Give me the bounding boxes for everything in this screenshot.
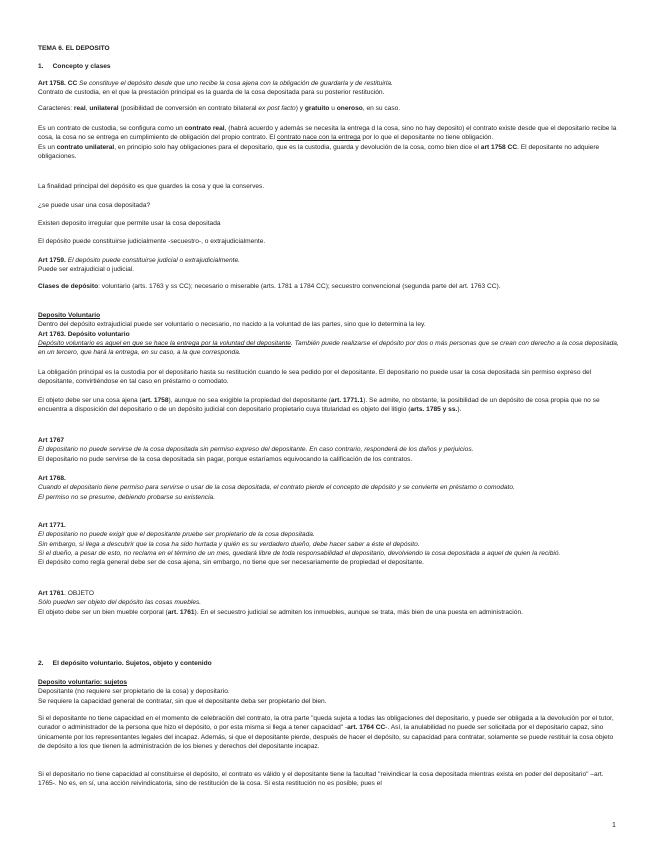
term-unilateral: unilateral [89,105,119,112]
section-2-number: 2. [38,660,44,667]
paragraph-obligacion: La obligación principal es la custodia por el depositario hasta su restitución cuando le sea pedido por el depositante. El depositario no puede usar la cosa depositada sin permiso expreso del depositante, convirtiéndose en tal caso en préstamo o comodato. [38,369,592,386]
paragraph-pregunta: ¿se puede usar una cosa depositada? [38,202,151,209]
paragraph-art-1771: Art 1771. El depositario no puede exigir que el depositante pruebe ser propietario de la cosa depositada. Sin embargo, si llega a descubrir que la cosa ha sido hurtada y quién es su verdadero dueño, debe hacer saber a éste el depósito. Si el dueño, a pesar de esto, no reclama en el término de un mes, quedará libre de toda responsabilidad el depositario, devolviendo la cosa depositada a aquel de quien la recibió. El depósito como regla general debe ser de cosa ajena, sin embargo, no tiene que ser necesariamente de propiedad el depositante. [38,522,561,567]
subheading: Deposito Voluntario [38,312,101,319]
article-text: Se constituye el depósito desde que uno recibe la cosa ajena con la obligación de guardarla y de restituirla. [77,80,393,87]
paragraph-finalidad: La finalidad principal del depósito es que guardes la cosa y que la conserves. [38,183,265,190]
paragraph-art-1768: Art 1768. Cuando el depositario tiene permiso para servirse o usar de la cosa depositada, el contrato pierde el concepto de depósito y se convierte en préstamo o comodato. El permiso no se presume, debiendo probarse su existencia. [38,475,515,501]
paragraph-clases: Clases de depósito: voluntario (arts. 1763 y ss CC); necesario o miserable (arts. 1781 a 1784 CC); secuestro convencional (segunda parte del art. 1763 CC). [38,283,501,290]
paragraph-deposito-voluntario: Deposito Voluntario Dentro del depósito extrajudicial puede ser voluntario o necesario, no nacido a la voluntad de las partes, sino que lo determina la ley. Art 1763. Depósito voluntario Depósito voluntario es aquel en que se hace la entrega por la voluntad del depositante. También puede realizarse el depósito por dos o más personas que se crean con derecho a la cosa depositada, en un tercero, que hará la entrega, en su caso, a la que corresponda. [38,312,619,357]
document-title: TEMA 6. EL DEPOSITO [38,45,110,52]
section-1-number: 1. [38,63,44,70]
section-2-heading [38,659,620,668]
paragraph-art-1758 [38,79,620,98]
paragraph-capacidad-depositario: Si el depositario no tiene capacidad al constituirse el depósito, el contrato es válido y el depositante tiene la facultad "reivindicar la cosa depositada mientras exista en poder del depositario" –art. 1765-. No es, en sí, una acción reivindicatoria, sino de restitución de la cosa. Si esta restitución no es posible, pues el [38,771,604,788]
page-number: 1 [612,822,616,829]
term-gratuito: gratuito [304,105,330,112]
paragraph-capacidad-depositante: Si el depositante no tiene capacidad en el momento de celebración del contrato, la otra parte "queda sujeta a todas las obligaciones del depositario, y puede ser obligada a la devolución por el tutor, curador o administrador de la persona que hizo el depósito, o por esta misma si llega a tener capacidad" -art. 1764 CC-. Así, la anulabilidad no puede ser solicitada por el depositario capaz, sino únicamente por los representantes legales del incapaz. Además, si que el depositante pierde, después de hacer el depósito, su capacidad para contratar, solamente se puede restituir la cosa objeto de depósito a los que tienen la administración de los bienes y derechos del depositante incapaz. [38,715,614,750]
term-real: real [73,105,86,112]
paragraph-art-1761: Art 1761. OBJETO Sólo pueden ser objeto del depósito las cosas muebles. El objeto debe ser un bien mueble corporal (art. 1761). En el secuestro judicial se admiten los inmuebles, aunque se trata, más bien de una puesta en administración. [38,590,523,616]
paragraph-contrato-real: Es un contrato de custodia, se configura como un contrato real, (habrá acuerdo y además se necesita la entrega d la cosa, sino no hay deposito) el contrato existe desde que el depositario recibe la cosa, la cosa no se entrega en cumplimiento de obligación del propio contrato. El contrato nace con la entrega por lo que el depositante no tiene obligación. Es un contrato unilateral, en principio solo hay obligaciones para el depositario, que es la custodia, guarda y devolución de la cosa, como bien dice el art 1758 CC. El depositante no adquiere obligaciones. [38,125,617,160]
section-1-heading [38,62,620,71]
paragraph-text: Contrato de custodia, en el que la prestación principal es la guarda de la cosa depositada para su posterior restitución. [38,89,385,97]
section-2-title: El depósito voluntario. Sujetos, objeto y contenido [52,660,212,667]
subheading: Deposito voluntario: sujetos [38,679,128,686]
paragraph-caracteres: Caracteres: real, unilateral (posibilidad de conversión en contrato bilateral ex post facto) y gratuito u oneroso, en su caso. [38,105,401,112]
paragraph-art-1759: Art 1759. El depósito puede constituirse judicial o extrajudicialmente. Puede ser extrajudicial o judicial. [38,257,240,274]
paragraph-objeto: El objeto debe ser una cosa ajena (art. 1758), aunque no sea exigible la propiedad del depositante (art. 1771.1). Se admite, no obstante, la posibilidad de un depósito de cosa propia que no se encuentra a disposición del depositario o de un depósito judicial con depositario propietario cuya titularidad es objeto del litigio (arts. 1785 y ss.). [38,397,600,414]
paragraph-sujetos: Deposito voluntario: sujetos Depositante (no requiere ser propietario de la cosa) y depositario. Se requiere la capacidad general de contratar, sin que el depositante deba ser propietario del bien. [38,678,620,706]
paragraph-irregular: Existen deposito irregular que permite usar la cosa depositada [38,220,221,227]
article-ref: Art 1758. CC [38,80,78,87]
term-oneroso: oneroso [336,105,363,112]
paragraph-art-1767: Art 1767 El depositario no puede servirse de la cosa depositada sin permiso expreso del depositante. En caso contrario, responderá de los daños y perjuicios. El depositario no pude servirse de la cosa depositada sin pagar, porque estaríamos equivocando la calificación de los contratos. [38,437,474,463]
section-1-title: Concepto y clases [52,63,111,70]
paragraph-judicial: El depósito puede constituirse judicialmente -secuestro-, o extrajudicialmente. [38,238,266,245]
